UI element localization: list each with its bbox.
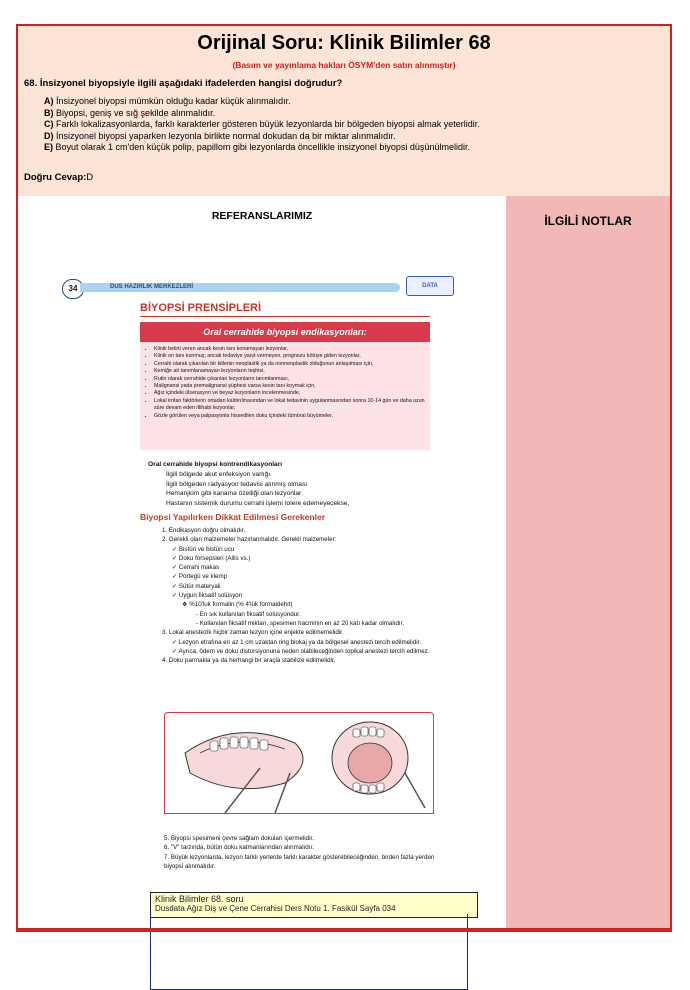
page-number: 34	[62, 279, 84, 299]
option-text: Boyut olarak 1 cm'den küçük polip, papillom gibi lezyonlarda öncellikle insizyonel biyopsi düşünülmelidir.	[55, 142, 470, 152]
option-letter: B)	[44, 107, 54, 118]
indication-item: • Kemiğe ait tanımlanamayan lezyonların teşhisi,	[154, 368, 430, 375]
step-item: 7. Büyük lezyonlarda, lezyon farklı yerlerde farklı karakter gösterebileceğinden, birden fazla yerden biyopsi alınmalıdır.	[164, 853, 435, 870]
option-text: Biyopsi, geniş ve sığ şekilde alınmalıdır.	[56, 107, 216, 118]
option-letter: C)	[44, 119, 54, 129]
step-item: ❖ %10'luk formalin (% 4'lük formaldehit)	[182, 601, 293, 609]
indication-item: • Gözle görülen veya palpasyonla hissedilen doku içindeki tümöral büyümeler,	[154, 413, 430, 420]
indication-item: • Klinik belirti veren ancak kesin tanı konamayan lezyonlar,	[154, 346, 430, 353]
notes-heading: İLGİLİ NOTLAR	[544, 214, 632, 228]
option-text: İnsizyonel biyopsi mümkün olduğu kadar küçük alınmalıdır.	[56, 96, 291, 106]
step-item: ✓ Portegü ve klemp	[172, 573, 228, 581]
copyright-note: (Basım ve yayınlama hakları ÖSYM'den satın alınmıştır)	[232, 60, 456, 70]
indication-item: • Klinik on tanı konmuş; ancak tedaviye yanıt vermeyen, prognozu kötüye giden lezyonlar,	[154, 353, 430, 360]
caption-line2: Dusdata Ağız Diş ve Çene Cerrahisi Ders Notu 1. Fasikül Sayfa 034	[155, 904, 396, 913]
indication-item: • Ağız içindeki ülserasyon ve beyaz lezyonların incelenmesinde,	[154, 390, 430, 397]
references-heading: REFERANSLARIMIZ	[211, 210, 313, 222]
step-item: 6. "V" tarzında, bütün doku katmanlarından alınmalıdır.	[164, 844, 314, 852]
step-item: 5. Biyopsi spesimeni çevre sağlam dokuları içermelidir.	[164, 835, 314, 842]
contra-heading: Oral cerrahide biyopsi kontrendikasyonları	[148, 461, 283, 468]
step-item: ✓ Sütür materyali	[172, 582, 221, 590]
indication-item: • Malignansi yada premalignansi şüphesi varsa kesin tanı koymak için,	[154, 383, 430, 390]
contra-item: İlgili bölgeden radyasyon tedavisi alınmış olması	[166, 480, 308, 488]
page-header-text: DUS HAZIRLIK MERKEZLERİ	[110, 284, 193, 290]
indication-item: • Rutin olarak cerrahide çıkarılan lezyonların tanımlanması,	[154, 376, 430, 383]
contra-item: Hemanjiom gibi kanama özelliği olan lezyonlar	[166, 490, 302, 498]
option-letter: A)	[44, 96, 54, 106]
step-item: ✓ Lezyon etrafına en az 1 cm uzaktan ring blokaj ya da bölgesel anestezi tercih edilmelidir.	[172, 638, 422, 646]
caption-line1: Klinik Bilimler 68. soru	[155, 894, 244, 904]
option-letter: D)	[44, 130, 54, 141]
question-text: 68. İnsizyonel biyopsiyle ilgili aşağıdaki ifadelerden hangisi doğrudur?	[24, 78, 343, 89]
contra-item: Hastanın sistemik durumu cerrahi işlemi tolere edemeyecekse,	[166, 500, 350, 508]
option-text: İnsizyonel biyopsi yaparken lezyonla birlikte normal dokudan da bir miktar alınmalıdır.	[56, 130, 396, 141]
dikkat-title: Biyopsi Yapılırken Dikkat Edilmesi Gerekenler	[140, 512, 326, 522]
option-letter: E)	[44, 142, 53, 152]
indication-item: • Cerrahi olarak çıkarılan bir kitlenin neoplastik ya da nonneoplastik olduğunun anlaşılması için,	[154, 361, 430, 368]
option-text: Farklı lokalizasyonlarda, farklı karakterler gösteren büyük lezyonlarda bir bölgeden biyopsi almak yeterlidir.	[56, 119, 480, 129]
bottom-bar	[18, 928, 670, 932]
page-title: Orijinal Soru: Klinik Bilimler 68	[197, 32, 491, 54]
section-title: BİYOPSİ PRENSİPLERİ	[140, 302, 262, 314]
step-item: - Kullanılan fiksatif miktarı, spesimen hacminin en az 20 katı kadar olmalıdır.	[196, 619, 405, 627]
answer-label: Doğru Cevap:	[24, 172, 87, 183]
step-item: ✓ Bistüri ve bistüri ucu	[172, 545, 235, 553]
step-item: ✓ Doku forsepsleri (Allis vs.)	[172, 554, 251, 562]
contra-item: İlgili bölgede akut enfeksiyon varlığı	[166, 470, 271, 478]
publisher-logo: DATA	[406, 276, 454, 296]
page-frame	[16, 24, 672, 932]
indications-banner: Oral cerrahide biyopsi endikasyonları:	[140, 322, 430, 342]
step-item: 3. Lokal anestezik hiçbir zaman lezyon içine enjekte edilmemelidir.	[162, 629, 344, 637]
step-item: - En sık kullanılan fiksatif solüsyondur.	[196, 610, 301, 618]
step-item: 4. Doku parmakla ya da herhangi bir araçla stabilize edilmelidir.	[162, 657, 336, 665]
step-item: 1. Endikasyon doğru olmalıdır.	[162, 527, 246, 534]
answer-value: D	[86, 172, 94, 183]
step-item: ✓ Cerrahi makas	[172, 564, 220, 572]
indication-item: • Lokal irritan faktörlerin ortadan kaldırılmasından ve lokal tedavinin uygulanmasından sonra 10-14 gün ve daha uzun süre devam eden iltihabi lezyonlar,	[154, 398, 430, 413]
step-item: ✓ Uygun fiksatif solüsyon	[172, 592, 243, 600]
step-item: 2. Gerekli olan malzemeler hazırlanmalıdır. Gerekli malzemeler:	[162, 536, 337, 544]
step-item: ✓ Ayrıca, ödem ve doku distorsiyonuna neden olabileceğinden topikal anestezi tercih edilmez.	[172, 647, 430, 655]
